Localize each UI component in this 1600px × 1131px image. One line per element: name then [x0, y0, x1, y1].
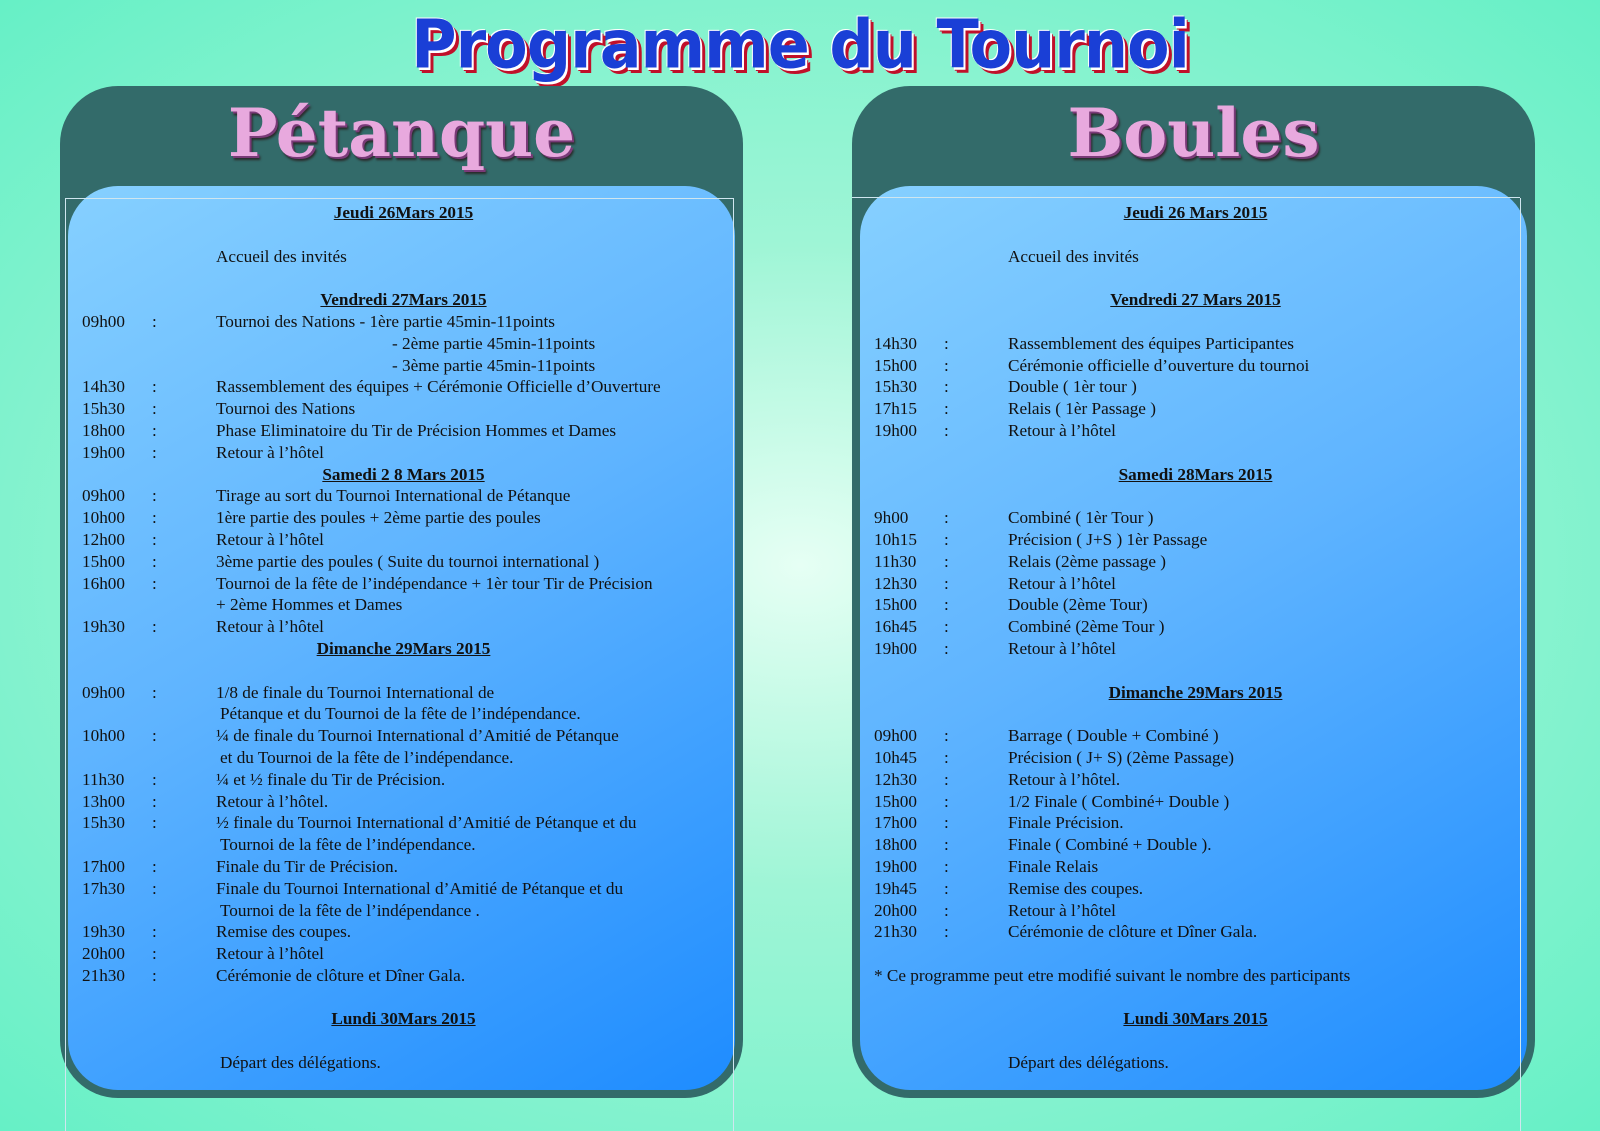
schedule-text: Accueil des invités: [1008, 246, 1139, 266]
schedule-row: 21h30 : Cérémonie de clôture et Dîner Gala.: [82, 965, 466, 985]
schedule-row: 15h30 : Tournoi des Nations: [82, 399, 356, 419]
schedule-row: 12h00 : Retour à l’hôtel: [82, 529, 324, 549]
day-heading-dimanche: Dimanche 29Mars 2015: [1108, 682, 1283, 702]
schedule-row: 17h00 : Finale Précision.: [874, 813, 1124, 833]
schedule-row: 17h00 : Finale du Tir de Précision.: [82, 856, 398, 876]
schedule-row: 10h15 : Précision ( J+S ) 1èr Passage: [874, 529, 1208, 549]
schedule-row: 17h15 : Relais ( 1èr Passage ): [874, 399, 1156, 419]
day-heading-samedi: Samedi 28Mars 2015: [1118, 464, 1273, 484]
schedule-row: 19h00 : Retour à l’hôtel: [874, 638, 1116, 658]
program-note: * Ce programme peut etre modifié suivant le nombre des participants: [874, 965, 1351, 985]
schedule-row: 12h30 : Retour à l’hôtel.: [874, 769, 1121, 789]
schedule-text: Accueil des invités: [216, 246, 347, 266]
day-heading-jeudi: Jeudi 26 Mars 2015: [1123, 203, 1268, 222]
schedule-row: 18h00 : Phase Eliminatoire du Tir de Précision Hommes et Dames: [82, 420, 617, 440]
schedule-row-continued: et du Tournoi de la fête de l’indépendance.: [220, 747, 514, 767]
boules-schedule: [874, 202, 1517, 1074]
schedule-row: 09h00 : Tirage au sort du Tournoi International de Pétanque: [82, 486, 571, 506]
frame-line: [65, 198, 733, 199]
schedule-row-continued: - 3ème partie 45min-11points: [392, 355, 596, 375]
schedule-row: 17h30 : Finale du Tournoi International d’Amitié de Pétanque et du: [82, 878, 624, 898]
schedule-row: 10h00 : 1ère partie des poules + 2ème partie des poules: [82, 508, 541, 528]
frame-line: [65, 198, 66, 1131]
schedule-row: 14h30 : Rassemblement des équipes Participantes: [874, 333, 1294, 353]
frame-line: [1520, 198, 1521, 1131]
boules-panel: [852, 86, 1535, 1098]
schedule-row: 19h00 : Retour à l’hôtel: [874, 420, 1116, 440]
schedule-row: 15h30 : ½ finale du Tournoi International d’Amitié de Pétanque et du: [82, 813, 637, 833]
day-heading-dimanche: Dimanche 29Mars 2015: [316, 638, 491, 658]
schedule-row: 11h30 : ¼ et ½ finale du Tir de Précision.: [82, 769, 446, 789]
schedule-row: 20h00 : Retour à l’hôtel: [874, 900, 1116, 920]
schedule-row: 19h30 : Retour à l’hôtel: [82, 617, 324, 637]
schedule-row-continued: Tournoi de la fête de l’indépendance .: [220, 900, 480, 920]
day-heading-lundi: Lundi 30Mars 2015: [1123, 1009, 1268, 1029]
schedule-row-continued: - 2ème partie 45min-11points: [392, 333, 596, 353]
schedule-row: 19h00 : Retour à l’hôtel: [82, 442, 324, 462]
schedule-row: 15h00 : 3ème partie des poules ( Suite du tournoi international ): [82, 551, 600, 571]
schedule-row: 13h00 : Retour à l’hôtel.: [82, 791, 329, 811]
boules-schedule-card: [860, 186, 1527, 1090]
day-heading-vendredi: Vendredi 27Mars 2015: [320, 290, 487, 310]
schedule-row: 10h45 : Précision ( J+ S) (2ème Passage): [874, 747, 1234, 767]
frame-line: [733, 198, 734, 1131]
schedule-row: 15h00 : Double (2ème Tour): [874, 595, 1148, 615]
schedule-row: 16h00 : Tournoi de la fête de l’indépendance + 1èr tour Tir de Précision: [82, 573, 653, 593]
day-heading-vendredi: Vendredi 27 Mars 2015: [1110, 290, 1281, 310]
schedule-row: 11h30 : Relais (2ème passage ): [874, 551, 1166, 571]
day-heading-jeudi: Jeudi 26Mars 2015: [333, 203, 474, 222]
schedule-row: 14h30 : Rassemblement des équipes + Cérémonie Officielle d’Ouverture: [82, 377, 661, 397]
petanque-schedule: [82, 202, 725, 1074]
petanque-heading: Pétanque: [227, 94, 576, 172]
schedule-row: 16h45 : Combiné (2ème Tour ): [874, 617, 1165, 637]
schedule-row: 10h00 : ¼ de finale du Tournoi International d’Amitié de Pétanque: [82, 726, 619, 746]
schedule-row: 15h00 : Cérémonie officielle d’ouverture du tournoi: [874, 355, 1310, 375]
schedule-row: 09h00 : 1/8 de finale du Tournoi International de: [82, 682, 495, 702]
schedule-text: Départ des délégations.: [220, 1053, 381, 1073]
day-heading-samedi: Samedi 2 8 Mars 2015: [322, 464, 485, 484]
schedule-row: 09h00 : Tournoi des Nations - 1ère partie 45min-11points: [82, 311, 555, 331]
schedule-row: 20h00 : Retour à l’hôtel: [82, 944, 324, 964]
frame-line: [852, 197, 1520, 198]
schedule-row: 18h00 : Finale ( Combiné + Double ).: [874, 835, 1212, 855]
schedule-row: 19h30 : Remise des coupes.: [82, 922, 352, 942]
schedule-row: 19h45 : Remise des coupes.: [874, 878, 1144, 898]
schedule-row-continued: + 2ème Hommes et Dames: [216, 595, 403, 615]
schedule-row: 21h30 : Cérémonie de clôture et Dîner Gala.: [874, 922, 1258, 942]
petanque-panel: [60, 86, 743, 1098]
page-title: Programme du Tournoi: [411, 5, 1189, 84]
schedule-row-continued: Tournoi de la fête de l’indépendance.: [220, 835, 476, 855]
boules-heading: Boules: [1067, 94, 1320, 172]
schedule-row: 19h00 : Finale Relais: [874, 856, 1099, 876]
schedule-row-continued: Pétanque et du Tournoi de la fête de l’indépendance.: [220, 704, 581, 724]
schedule-row: 12h30 : Retour à l’hôtel: [874, 573, 1116, 593]
schedule-row: 15h30 : Double ( 1èr tour ): [874, 377, 1137, 397]
petanque-schedule-card: [68, 186, 735, 1090]
schedule-row: 15h00 : 1/2 Finale ( Combiné+ Double ): [874, 791, 1230, 811]
day-heading-lundi: Lundi 30Mars 2015: [331, 1009, 476, 1029]
schedule-text: Départ des délégations.: [1008, 1053, 1169, 1073]
schedule-row: 9h00 : Combiné ( 1èr Tour ): [874, 508, 1154, 528]
schedule-row: 09h00 : Barrage ( Double + Combiné ): [874, 726, 1219, 746]
